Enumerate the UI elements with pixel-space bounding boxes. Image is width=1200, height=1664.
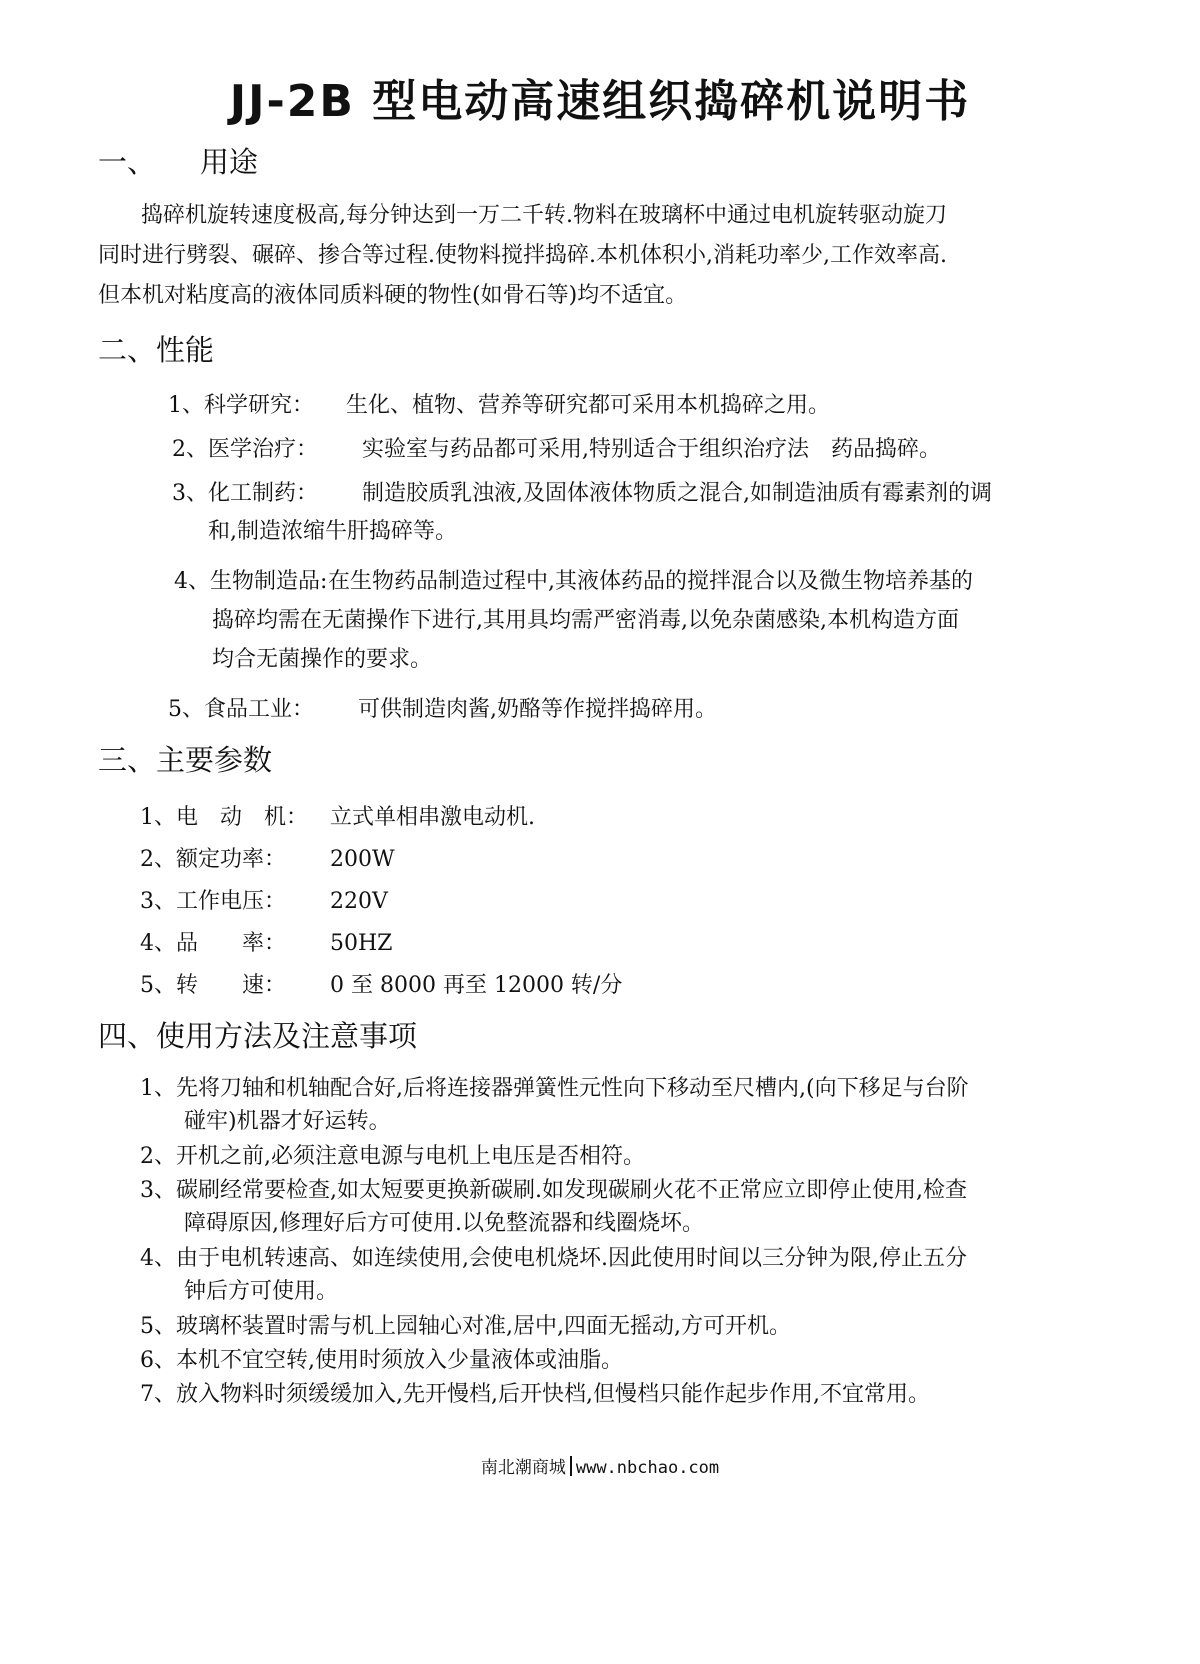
param-value: 立式单相串激电动机. bbox=[330, 805, 535, 830]
item-label: 1、科学研究： bbox=[168, 393, 314, 418]
param-row bbox=[140, 798, 535, 838]
note-line: 1、先将刀轴和机轴配合好,后将连接器弹簧性元性向下移动至尺槽内,(向下移足与台阶 bbox=[140, 1076, 969, 1101]
param-row bbox=[140, 966, 622, 1006]
section-heading-usage bbox=[98, 142, 258, 182]
param-label: 2、额定功率： bbox=[140, 847, 286, 872]
item-continuation: 均合无菌操作的要求。 bbox=[212, 647, 433, 672]
item-continuation: 捣碎均需在无菌操作下进行,其用具均需严密消毒,以免杂菌感染,本机构造方面 bbox=[212, 608, 959, 633]
note-line: 碰牢)机器才好运转。 bbox=[140, 1109, 391, 1134]
note-line: 5、玻璃杯装置时需与机上园轴心对准,居中,四面无摇动,方可开机。 bbox=[140, 1314, 791, 1339]
note-line: 6、本机不宜空转,使用时须放入少量液体或油脂。 bbox=[140, 1348, 623, 1373]
footer-divider bbox=[570, 1456, 572, 1476]
document-title: JJ-2B 型电动高速组织捣碎机说明书 bbox=[229, 76, 971, 127]
param-value: 50HZ bbox=[330, 931, 393, 956]
item-label: 3、化工制药： bbox=[172, 481, 318, 506]
param-value: 0 至 8000 再至 12000 转/分 bbox=[330, 973, 623, 998]
item-text: 可供制造肉酱,奶酪等作搅拌捣碎用。 bbox=[358, 697, 717, 722]
item-text: 实验室与药品都可采用,特别适合于组织治疗法 药品捣碎。 bbox=[362, 437, 941, 462]
item-label: 4、生物制造品: bbox=[174, 569, 328, 594]
note-line: 7、放入物料时须缓缓加入,先开慢档,后开快档,但慢档只能作起步作用,不宜常用。 bbox=[140, 1382, 930, 1407]
note-line: 3、碳刷经常要检查,如太短要更换新碳刷.如发现碳刷火花不正常应立即停止使用,检查 bbox=[140, 1178, 967, 1203]
performance-item bbox=[172, 474, 992, 513]
section-heading-usage-notes: 四、使用方法及注意事项 bbox=[98, 1019, 418, 1053]
usage-line-2: 同时进行劈裂、碾碎、掺合等过程.使物料搅拌捣碎.本机体积小,消耗功率少,工作效率高. bbox=[98, 243, 947, 268]
performance-item bbox=[168, 386, 831, 425]
section-heading-performance: 二、性能 bbox=[98, 333, 215, 367]
param-value: 200W bbox=[330, 847, 395, 872]
performance-item bbox=[172, 430, 941, 469]
performance-item bbox=[174, 562, 973, 601]
param-value: 220V bbox=[330, 889, 388, 914]
item-label: 2、医学治疗： bbox=[172, 437, 318, 462]
param-row bbox=[140, 840, 395, 880]
param-label: 5、转 速： bbox=[140, 973, 286, 998]
param-label: 4、品 率： bbox=[140, 931, 286, 956]
item-text: 在生物药品制造过程中,其液体药品的搅拌混合以及微生物培养基的 bbox=[328, 569, 973, 594]
item-text: 制造胶质乳浊液,及固体液体物质之混合,如制造油质有霉素剂的调 bbox=[362, 481, 992, 506]
note-line: 钟后方可使用。 bbox=[140, 1279, 339, 1304]
item-continuation: 和,制造浓缩牛肝捣碎等。 bbox=[208, 519, 457, 544]
footer-brand: 南北潮商城 bbox=[480, 1458, 566, 1478]
param-label: 1、电 动 机： bbox=[140, 805, 308, 830]
section-number: 一、 bbox=[98, 145, 157, 179]
item-text: 生化、植物、营养等研究都可采用本机捣碎之用。 bbox=[346, 393, 831, 418]
note-line: 障碍原因,修理好后方可使用.以免整流器和线圈烧坏。 bbox=[140, 1211, 704, 1236]
param-row bbox=[140, 882, 388, 922]
param-row bbox=[140, 924, 392, 964]
footer bbox=[0, 1456, 1200, 1480]
note-line: 2、开机之前,必须注意电源与电机上电压是否相符。 bbox=[140, 1144, 645, 1169]
usage-line-1: 捣碎机旋转速度极高,每分钟达到一万二千转.物料在玻璃杯中通过电机旋转驱动旋刀 bbox=[141, 203, 947, 228]
item-label: 5、食品工业： bbox=[168, 697, 314, 722]
section-heading-parameters: 三、主要参数 bbox=[98, 743, 273, 777]
footer-url[interactable]: www.nbchao.com bbox=[575, 1458, 720, 1478]
usage-line-3: 但本机对粘度高的液体同质料硬的物性(如骨石等)均不适宜。 bbox=[98, 283, 688, 308]
performance-item bbox=[168, 690, 717, 729]
param-label: 3、工作电压： bbox=[140, 889, 286, 914]
section-title: 用途 bbox=[200, 145, 259, 179]
note-line: 4、由于电机转速高、如连续使用,会使电机烧坏.因此使用时间以三分钟为限,停止五分 bbox=[140, 1246, 967, 1271]
